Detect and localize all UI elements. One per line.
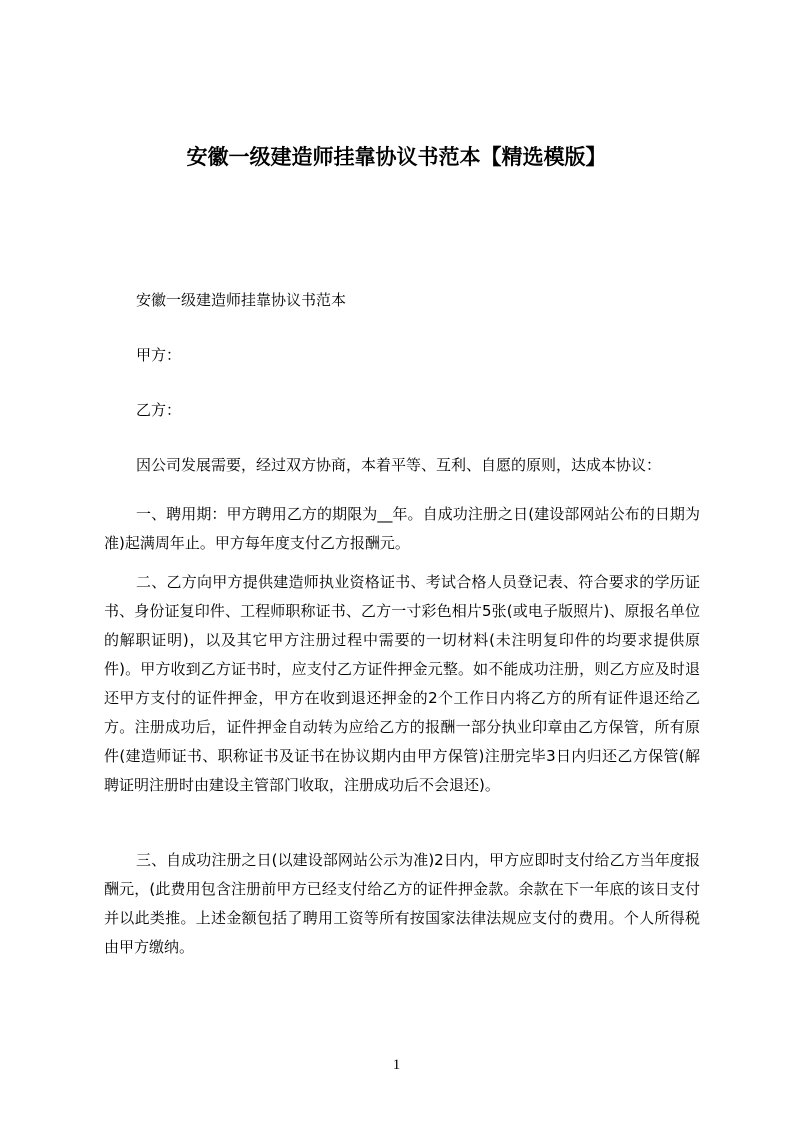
- clause-3: 三、自成功注册之日(以建设部网站公示为准)2日内，甲方应即时支付给乙方当年度报酬元，(此费用包含注册前甲方已经支付给乙方的证件押金款。余款在下一年底的该日支付并以此类推。上述金额包括了聘用工资等所有按国家法律法规应支付的费用。个人所得税由甲方缴纳。: [104, 851, 700, 956]
- page-number: 1: [392, 1057, 401, 1073]
- party-b-label: 乙方：: [136, 401, 182, 419]
- document-subtitle: 安徽一级建造师挂靠协议书范本: [136, 291, 347, 309]
- document-title: 安徽一级建造师挂靠协议书范本【精选模版】: [186, 145, 607, 169]
- clause-1: 一、聘用期：甲方聘用乙方的期限为__年。自成功注册之日(建设部网站公布的日期为准)起满周年止。甲方每年度支付乙方报酬元。: [104, 505, 700, 552]
- clause-2: 二、乙方向甲方提供建造师执业资格证书、考试合格人员登记表、符合要求的学历证书、身份证复印件、工程师职称证书、乙方一寸彩色相片5张(或电子版照片)、原报名单位的解职证明)，以及其它甲方注册过程中需要的一切材料(未注明复印件的均要求提供原件)。甲方收到乙方证书时，应支付乙方证件押金元整。如不能成功注册，则乙方应及时退还甲方支付的证件押金，甲方在收到退还押金的2个工作日内将乙方的所有证件退还给乙方。注册成功后，证件押金自动转为应给乙方的报酬一部分执业印章由乙方保管，所有原件(建造师证书、职称证书及证书在协议期内由甲方保管)注册完毕3日内归还乙方保管(解聘证明注册时由建设主管部门收取，注册成功后不会退还)。: [104, 573, 700, 794]
- intro-paragraph: 因公司发展需要，经过双方协商，本着平等、互利、自愿的原则，达成本协议：: [136, 456, 662, 474]
- party-a-label: 甲方：: [136, 346, 182, 364]
